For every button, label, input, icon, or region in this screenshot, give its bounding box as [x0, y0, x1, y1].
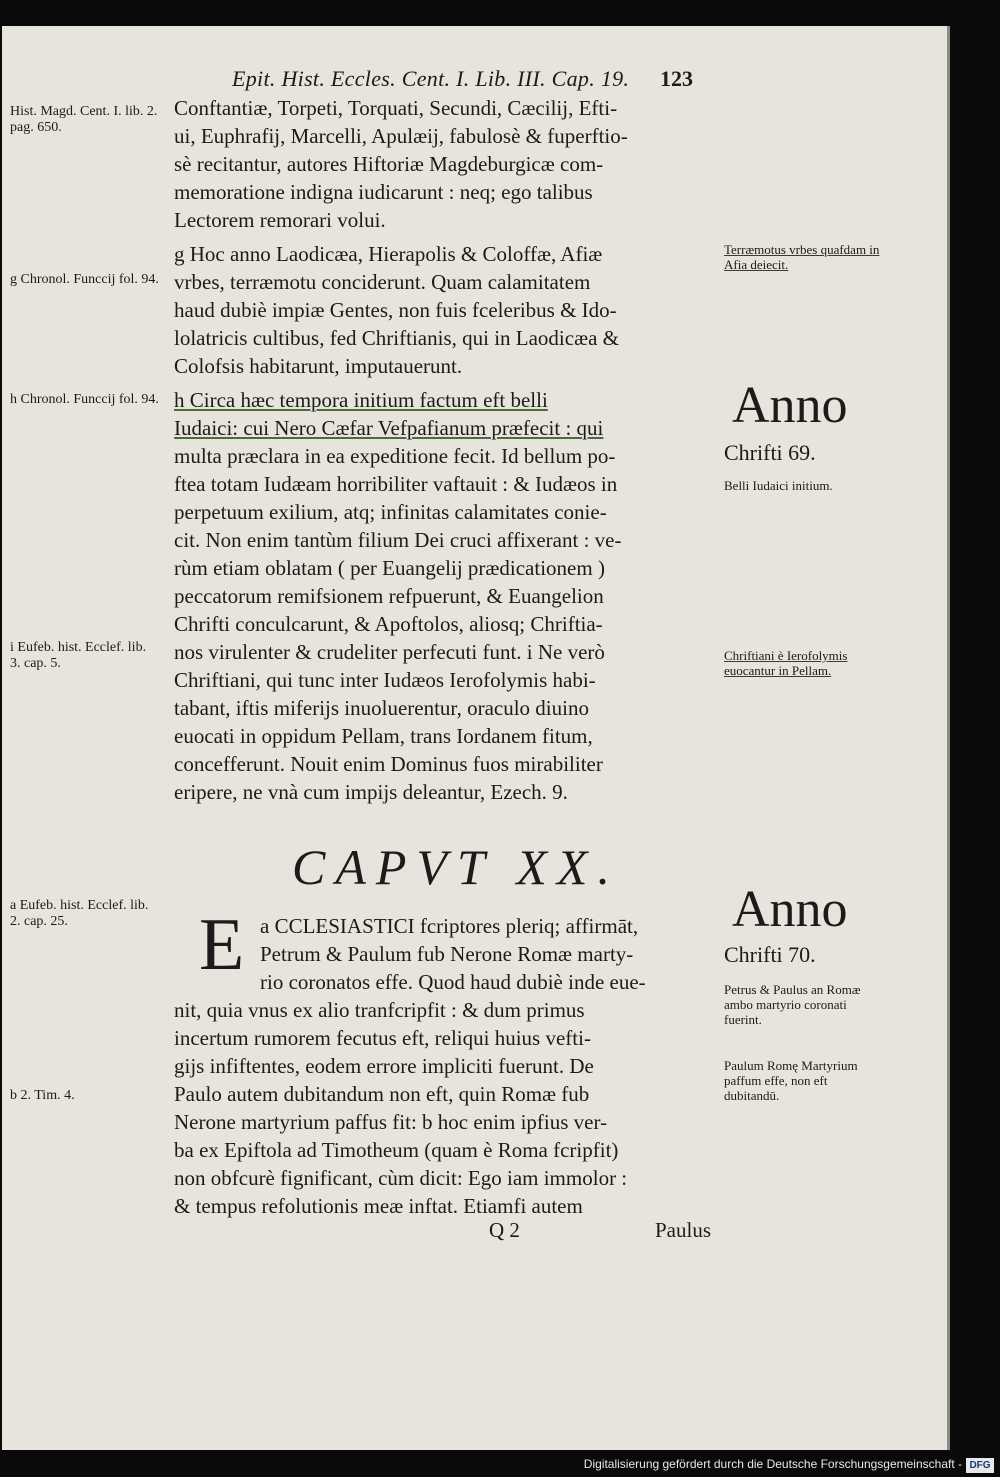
- catchword: Paulus: [655, 1218, 712, 1242]
- right-note-petrus: Petrus & Paulus an Romæ ambo martyrio coronati fuerint.: [724, 982, 861, 1027]
- chapter-title: CAPVT XX.: [292, 839, 620, 895]
- book-page: [2, 26, 947, 1450]
- right-note-paulum: Paulum Romę Martyrium paffum effe, non eft dubitandū.: [724, 1058, 858, 1103]
- left-note-g: g Chronol. Funccij fol. 94.: [10, 272, 159, 287]
- page-edge: [947, 26, 950, 1450]
- drop-capital: E: [199, 904, 245, 986]
- left-note-f: Hist. Magd. Cent. I. lib. 2. pag. 650.: [10, 104, 158, 135]
- left-note-a: a Eufeb. hist. Ecclef. lib. 2. cap. 25.: [10, 898, 149, 929]
- left-note-i: i Eufeb. hist. Ecclef. lib. 3. cap. 5.: [10, 640, 147, 671]
- running-title: Epit. Hist. Eccles. Cent. I. Lib. III. Cap. 19.: [232, 66, 630, 91]
- paragraph-1: Conftantiæ, Torpeti, Torquati, Secundi, Cæcilij, Efti- ui, Euphrafij, Marcelli, Apulæij, fabulosè & fuperftio- sè recitantur, autores Hiftoriæ Magdeburgicæ com- memoratione indigna iudicarunt : neq; ego talibus Lectorem remorari volui.: [174, 96, 628, 232]
- paragraph-2: g Hoc anno Laodicæa, Hierapolis & Coloffæ, Afiæ vrbes, terræmotu conciderunt. Quam calamitatem haud dubiè impiæ Gentes, non fuis fceleribus & Ido- lolatricis cultibus, fed Chriftianis, qui in Laodicæa & Colofsis habitarunt, imputauerunt.: [174, 242, 619, 378]
- signature-mark: Q 2: [489, 1218, 520, 1242]
- right-note-terraemotus: Terræmotus vrbes quafdam in Afia deiecit.: [724, 242, 880, 272]
- right-note-christiani: Chriftiani è Ierofolymis euocantur in Pellam.: [724, 648, 848, 678]
- dfg-logo: DFG: [966, 1458, 994, 1473]
- christi-70: Chrifti 70.: [724, 942, 816, 967]
- anno-70: Anno: [732, 881, 848, 938]
- right-note-belli: Belli Iudaici initium.: [724, 478, 833, 493]
- left-note-b: b 2. Tim. 4.: [10, 1088, 75, 1103]
- anno-69: Anno: [732, 377, 848, 434]
- left-note-h: h Chronol. Funccij fol. 94.: [10, 392, 159, 407]
- digitization-credit: Digitalisierung gefördert durch die Deutsche Forschungsgemeinschaft -: [583, 1457, 962, 1471]
- page-number: 123: [660, 66, 693, 91]
- paragraph-4: a CCLESIASTICI fcriptores pleriq; affirmāt, Petrum & Paulum fub Nerone Romæ marty- rio coronatos effe. Quod haud dubiè inde eue- nit, quia vnus ex alio tranfcripfit : & dum primus incertum rumorem fecutus eft, reliqui huius vefti- gijs infiftentes, eodem errore impliciti fuerunt. De Paulo autem dubitandum non eft, quin Romæ fub Nerone martyrium paffus fit: b hoc enim ipfius ver- ba ex Epiftola ad Timotheum (quam è Roma fcripfit) non obfcurè fignificant, cùm dicit: Ego iam immolor : & tempus refolutionis meæ inftat. Etiamfi autem: [174, 914, 646, 1218]
- christi-69: Chrifti 69.: [724, 440, 816, 465]
- paragraph-3: h Circa hæc tempora initium factum eft belli Iudaici: cui Nero Cæfar Vefpafianum præfecit : qui multa præclara in ea expeditione fecit. Id bellum po- ftea totam Iudæam horribiliter vaftauit : & Iudæos in perpetuum exilium, atq; infinitas calamitates conie- cit. Non enim tantùm filium Dei cruci affixerant : ve- rùm etiam oblatam ( per Euangelij prædicationem ) peccatorum remifsionem refpuerunt, & Euangelion Chrifti conculcarunt, & Apoftolos, aliosq; Chriftia- nos virulenter & crudeliter perfecuti funt. i Ne verò Chriftiani, qui tunc inter Iudæos Ierofolymis habi- tabant, iftis miferijs inuoluerentur, oraculo diuino euocati in oppidum Pellam, trans Iordanem fitum, concefferunt. Nouit enim Dominus fuos mirabiliter eripere, ne vnà cum impijs deleantur, Ezech. 9.: [174, 388, 622, 804]
